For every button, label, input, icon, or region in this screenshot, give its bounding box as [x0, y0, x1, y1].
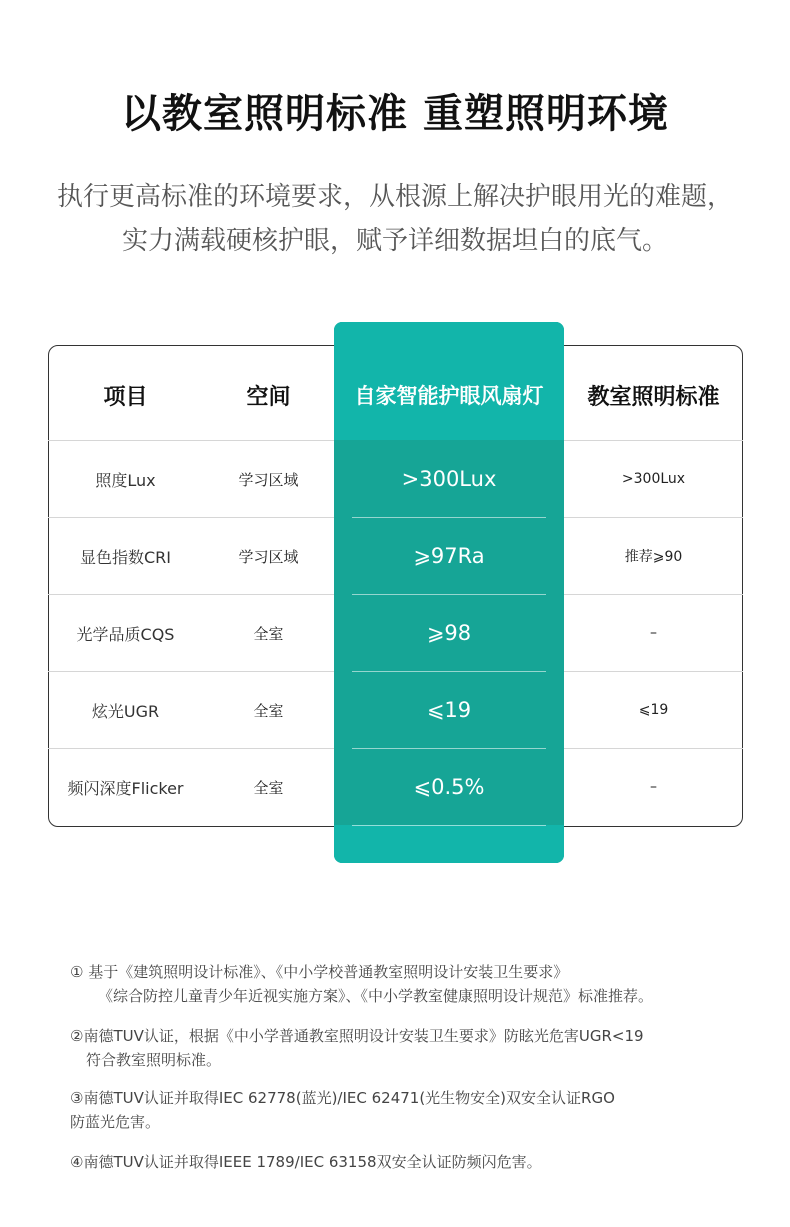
header-product: 自家智能护眼风扇灯	[354, 384, 544, 408]
row-3-product: ⩾98	[426, 621, 472, 645]
row-2-standard: 推荐⩾90	[624, 549, 683, 565]
footnote-1-line-2: 《综合防控儿童青少年近视实施方案》、《中小学教室健康照明设计规范》标准推荐。	[98, 987, 654, 1005]
row-1-standard: >300Lux	[621, 471, 686, 487]
footnote-1-line-1: ① 基于《建筑照明设计标准》、《中小学校普通教室照明设计安装卫生要求》	[70, 963, 569, 981]
row-4-standard: ⩽19	[638, 702, 669, 718]
row-3-item: 光学品质CQS	[76, 624, 175, 644]
row-1-item: 照度Lux	[95, 470, 156, 490]
row-3-standard: –	[650, 625, 657, 641]
row-3-space: 全室	[253, 624, 284, 643]
header-item: 项目	[103, 384, 148, 410]
row-5-product: ⩽0.5%	[413, 775, 485, 799]
product-column-footer-bg	[334, 825, 564, 863]
row-5-space: 全室	[253, 778, 284, 797]
footnote-2-line-1: ②南德TUV认证，根据《中小学普通教室照明设计安装卫生要求》防眩光危害UGR<19	[70, 1027, 644, 1045]
footnote-4	[70, 1150, 542, 1174]
row-5-item: 频闪深度Flicker	[67, 778, 184, 798]
row-2-product: ⩾97Ra	[413, 544, 485, 568]
row-2-space: 学习区域	[238, 547, 299, 566]
row-4-item: 炫光UGR	[91, 701, 160, 721]
footnote-2-line-2: 符合教室照明标准。	[86, 1051, 222, 1069]
row-4-product: ⩽19	[426, 698, 472, 722]
row-4-space: 全室	[253, 701, 284, 720]
footnote-3-line-2: 防蓝光危害。	[70, 1113, 161, 1131]
subtitle-line-1: 执行更高标准的环境要求，从根源上解决护眼用光的难题，	[56, 182, 733, 212]
row-5-standard: –	[650, 779, 657, 795]
header-space: 空间	[246, 384, 291, 410]
footnote-2	[70, 1024, 644, 1072]
row-1-space: 学习区域	[238, 470, 299, 489]
footnote-3-line-1: ③南德TUV认证并取得IEC 62778(蓝光)/IEC 62471(光生物安全)双安全认证RGO	[70, 1089, 615, 1107]
footnote-1	[70, 960, 653, 1008]
footnote-3	[70, 1086, 615, 1134]
footnote-4-line-1: ④南德TUV认证并取得IEEE 1789/IEC 63158双安全认证防频闪危害。	[70, 1153, 542, 1171]
row-2-item: 显色指数CRI	[79, 547, 171, 567]
header-standard: 教室照明标准	[587, 384, 720, 410]
subtitle-line-2: 实力满载硬核护眼，赋予详细数据坦白的底气。	[121, 226, 668, 256]
row-1-product: >300Lux	[401, 467, 497, 491]
page-title: 以教室照明标准 重塑照明环境	[121, 91, 669, 137]
highlight-divider	[352, 825, 546, 826]
